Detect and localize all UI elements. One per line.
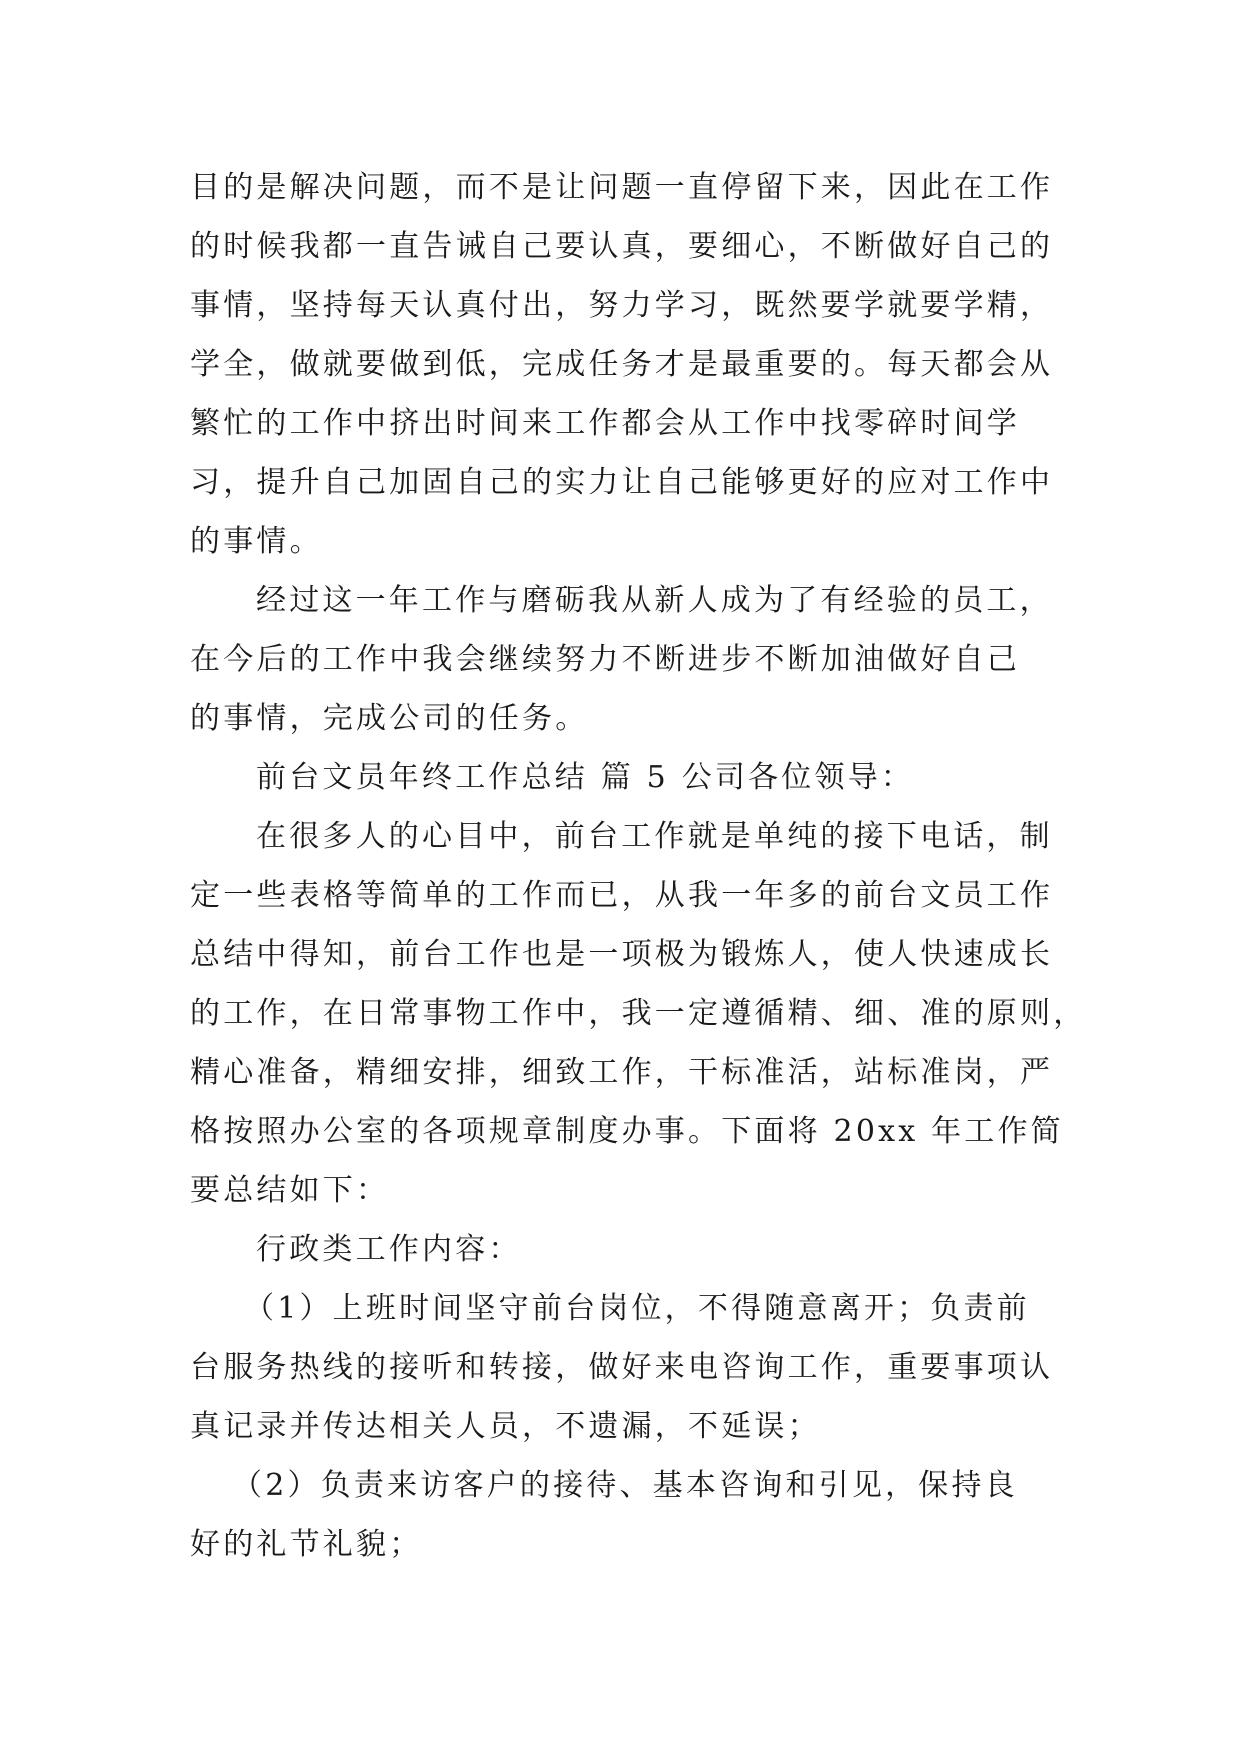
text-line: 要总结如下： — [190, 1173, 390, 1208]
text-line: 习，提升自己加固自己的实力让自己能够更好的应对工作中 — [190, 465, 1054, 500]
text-line: 事情，坚持每天认真付出，努力学习，既然要学就要学精， — [190, 288, 1054, 323]
text-line: 定一些表格等简单的工作而已，从我一年多的前台文员工作 — [190, 878, 1054, 913]
text-line: 目的是解决问题，而不是让问题一直停留下来，因此在工作 — [190, 170, 1054, 205]
paragraph-start: 在很多人的心目中，前台工作就是单纯的接下电话，制 — [256, 819, 1053, 854]
text-line: 的工作，在日常事物工作中，我一定遵循精、细、准的原则， — [190, 996, 1087, 1031]
paragraph-start: 经过这一年工作与磨砺我从新人成为了有经验的员工， — [256, 583, 1053, 618]
text-line: 在今后的工作中我会继续努力不断进步不断加油做好自己 — [190, 642, 1020, 677]
text-line: 精心准备，精细安排，细致工作，干标准活，站标准岗，严 — [190, 1055, 1054, 1090]
text-line: 的时候我都一直告诫自己要认真，要细心，不断做好自己的 — [190, 229, 1054, 264]
text-line: 格按照办公室的各项规章制度办事。下面将 20xx 年工作简 — [190, 1114, 1064, 1149]
text-line: 学全，做就要做到低，完成任务才是最重要的。每天都会从 — [190, 347, 1054, 382]
text-line: 总结中得知，前台工作也是一项极为锻炼人，使人快速成长 — [190, 937, 1054, 972]
text-line: 台服务热线的接听和转接，做好来电咨询工作，重要事项认 — [190, 1350, 1054, 1385]
text-line: 的事情，完成公司的任务。 — [190, 701, 589, 736]
list-item-start: （2）负责来访客户的接待、基本咨询和引见，保持良 — [232, 1468, 1018, 1503]
subsection-heading: 行政类工作内容： — [256, 1232, 522, 1267]
text-line: 好的礼节礼貌； — [190, 1527, 423, 1562]
document-body — [190, 158, 1087, 1574]
section-heading: 前台文员年终工作总结 篇 5 公司各位领导： — [256, 760, 915, 795]
list-item-start: （1）上班时间坚守前台岗位，不得随意离开；负责前 — [244, 1291, 1030, 1326]
text-line: 真记录并传达相关人员，不遗漏，不延误； — [190, 1409, 821, 1444]
text-line: 的事情。 — [190, 524, 323, 559]
text-line: 繁忙的工作中挤出时间来工作都会从工作中找零碎时间学 — [190, 406, 1020, 441]
